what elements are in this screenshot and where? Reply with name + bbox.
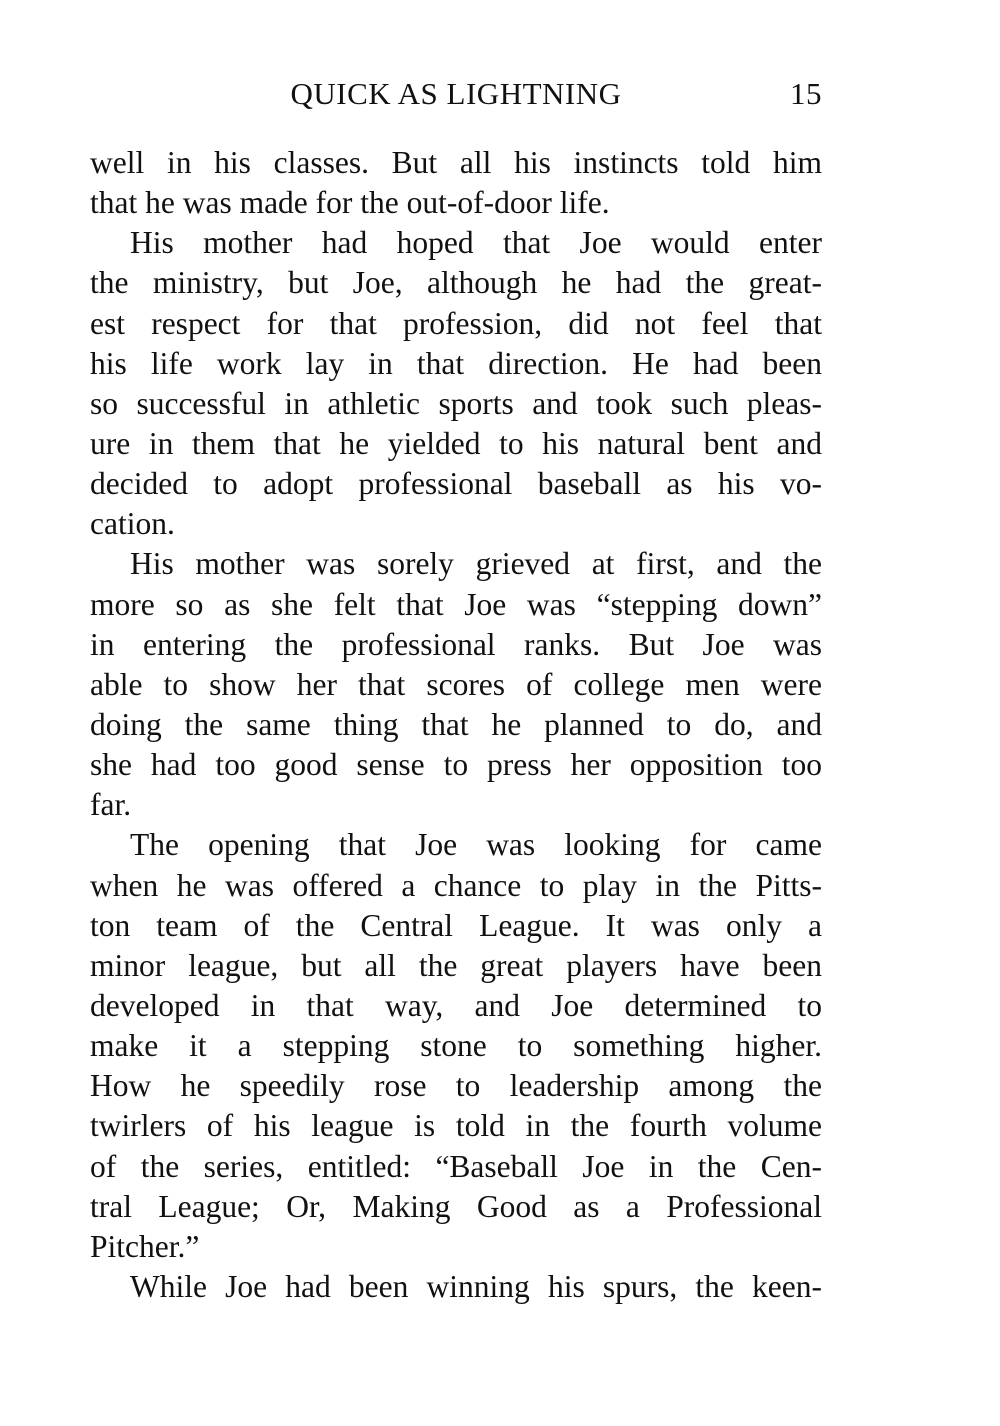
text-line: when he was offered a chance to play in the Pitts- [90,867,822,903]
text-line: of the series, entitled: “Baseball Joe in the Cen- [90,1148,822,1184]
text-line: ure in them that he yielded to his natural bent and [90,425,822,461]
text-line: est respect for that profession, did not feel that [90,305,822,341]
text-line: The opening that Joe was looking for came [130,827,822,863]
text-line: well in his classes. But all his instincts told him [90,145,822,180]
text-line: make it a stepping stone to something higher. [90,1028,822,1064]
text-line: ton team of the Central League. It was only a [90,907,822,943]
text-line: in entering the professional ranks. But Joe was [90,626,822,662]
text-line: His mother was sorely grieved at first, and the [130,546,822,582]
text-line: While Joe had been winning his spurs, the keen- [130,1268,822,1304]
text-line: Pitcher.” [90,1228,200,1264]
text-line: more so as she felt that Joe was “stepping down” [90,586,822,622]
text-line: able to show her that scores of college men were [90,666,822,702]
text-line: tral League; Or, Making Good as a Professional [90,1188,822,1224]
text-line: cation. [90,506,175,542]
text-line: so successful in athletic sports and took such pleas- [90,385,822,421]
text-line: minor league, but all the great players have been [90,947,822,983]
text-line: His mother had hoped that Joe would enter [130,225,822,261]
running-head [90,76,822,120]
running-title: QUICK AS LIGHTNING [290,76,622,111]
text-line: developed in that way, and Joe determined to [90,987,822,1023]
text-line: that he was made for the out-of-door life. [90,185,610,221]
text-line: the ministry, but Joe, although he had the great- [90,265,822,301]
body-text [90,143,822,1307]
text-line: decided to adopt professional baseball as his vo- [90,466,822,502]
text-line: How he speedily rose to leadership among the [90,1068,822,1104]
text-line: far. [90,787,132,823]
text-line: his life work lay in that direction. He had been [90,345,822,381]
text-line: she had too good sense to press her opposition too [90,747,822,783]
text-line: twirlers of his league is told in the fourth volume [90,1108,822,1144]
page-number: 15 [790,76,822,111]
text-line: doing the same thing that he planned to do, and [90,706,822,742]
